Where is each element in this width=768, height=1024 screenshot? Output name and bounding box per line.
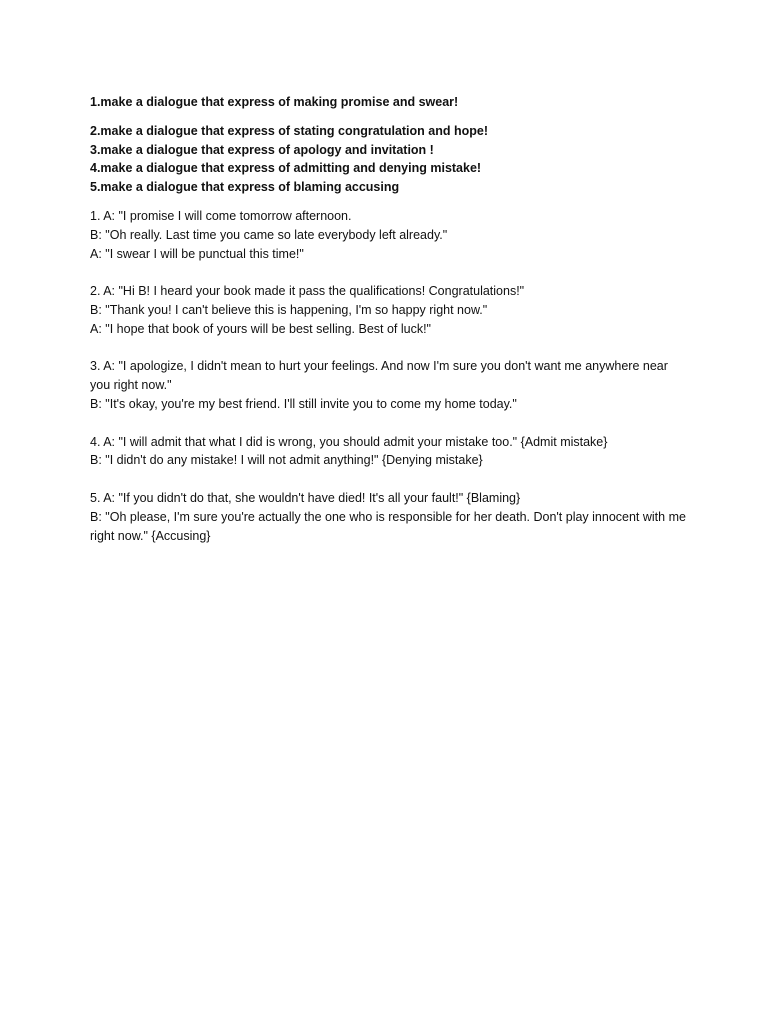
- task-4-heading: 4.make a dialogue that express of admitting and denying mistake!: [90, 161, 482, 176]
- task-2-heading: 2.make a dialogue that express of stating congratulation and hope!: [90, 123, 488, 138]
- dialogue-line: 1. A: "I promise I will come tomorrow afternoon.: [90, 208, 352, 223]
- dialogue-line: B: "I didn't do any mistake! I will not admit anything!" {Denying mistake}: [90, 453, 483, 468]
- task-3-heading: 3.make a dialogue that express of apology and invitation !: [90, 142, 434, 157]
- dialogue-line: A: "I hope that book of yours will be best selling. Best of luck!": [90, 321, 431, 336]
- dialogue-line: B: "Thank you! I can't believe this is happening, I'm so happy right now.": [90, 302, 488, 317]
- task-1-heading: 1.make a dialogue that express of making promise and swear!: [90, 95, 459, 109]
- dialogue-1: [90, 207, 690, 263]
- dialogue-4: [90, 433, 690, 471]
- dialogue-5: [90, 489, 690, 545]
- dialogue-line: B: "Oh please, I'm sure you're actually the one who is responsible for her death. Don't play innocent with me right now." {Accusing}: [90, 509, 686, 543]
- task-5-heading: 5.make a dialogue that express of blaming accusing: [90, 180, 400, 195]
- dialogue-line: 2. A: "Hi B! I heard your book made it pass the qualifications! Congratulations!": [90, 284, 525, 299]
- task-list: [90, 122, 690, 197]
- document-page: [90, 93, 690, 564]
- dialogue-line: 5. A: "If you didn't do that, she wouldn't have died! It's all your fault!" {Blaming}: [90, 490, 521, 505]
- dialogue-line: A: "I swear I will be punctual this time!": [90, 246, 304, 261]
- dialogue-2: [90, 282, 690, 338]
- dialogue-line: 3. A: "I apologize, I didn't mean to hurt your feelings. And now I'm sure you don't want me anywhere near you right now.": [90, 359, 668, 393]
- dialogue-line: B: "Oh really. Last time you came so late everybody left already.": [90, 227, 448, 242]
- dialogue-line: B: "It's okay, you're my best friend. I'll still invite you to come my home today.": [90, 396, 517, 411]
- dialogue-3: [90, 357, 690, 413]
- dialogue-line: 4. A: "I will admit that what I did is wrong, you should admit your mistake too." {Admit mistake}: [90, 434, 608, 449]
